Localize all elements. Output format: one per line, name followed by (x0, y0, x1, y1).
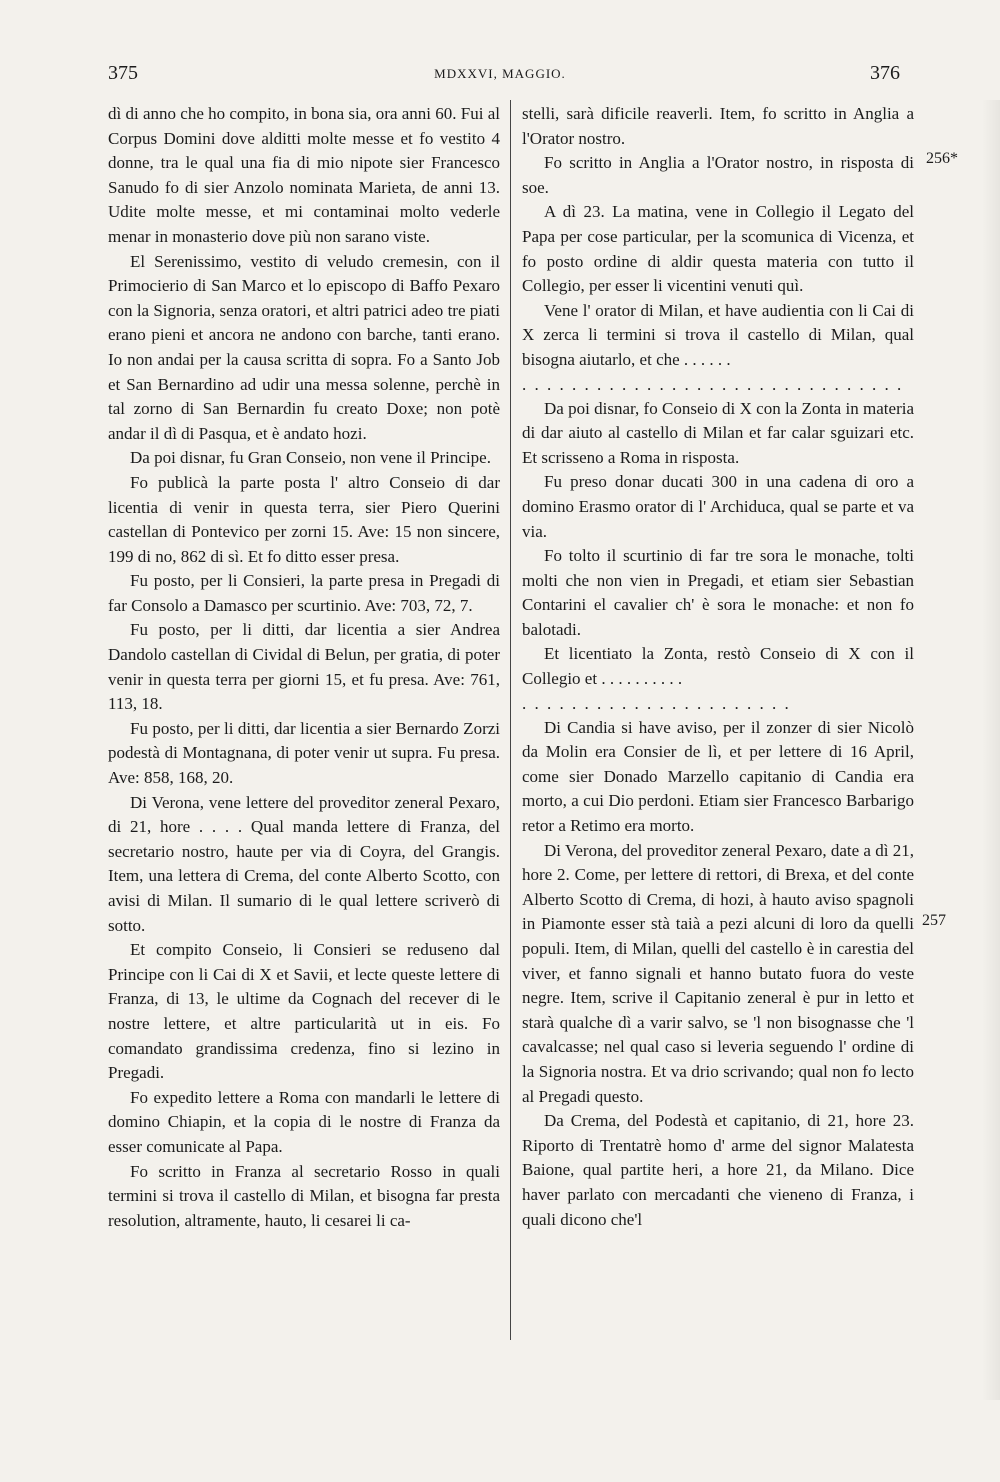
paragraph: Fo scritto in Franza al secretario Rosso in quali termini si trova il castello di Milan, et bisogna far presta resolution, altramente, hauto, li cesarei li ca- (108, 1161, 500, 1230)
left-column (108, 102, 500, 1233)
ellipsis-line: . . . . . . . . . . . . . . . . . . . . . . . . . . . . . . . (522, 374, 904, 394)
paragraph: Fu preso donar ducati 300 in una cadena di oro a domino Erasmo orator di l' Archiduca, qual se parte et va via. (522, 472, 914, 541)
paragraph: Et compito Conseio, li Consieri se reduseno dal Principe con li Cai di X et Savii, et lecte queste lettere di Franza, di 13, le ultime da Cognach del recever di le nostre lettere, et altre particularità ut in eis. Fo comandato grandissima credenza, fino si lezino in Pregadi. (108, 940, 500, 1083)
paragraph: Fu posto, per li ditti, dar licentia a sier Bernardo Zorzi podestà di Montagnana, di poter venir ut supra. Fu presa. Ave: 858, 168, 20. (108, 718, 500, 788)
page-number-right: 376 (870, 62, 900, 84)
paragraph: Di Candia si have aviso, per il zonzer di sier Nicolò da Molin era Consier de lì, et per lettere di 16 April, come sier Donado Marzello capitanio di Candia era morto, a cui Dio perdoni. Etiam sier Francesco Barbarigo retor a Retimo era morto. (522, 717, 914, 836)
paragraph: Fo scritto in Anglia a l'Orator nostro, in risposta di soe. (522, 153, 914, 197)
margin-note: 256* (926, 150, 958, 167)
paragraph: Da poi disnar, fo Conseio di X con la Zonta in materia di dar aiuto al castello di Milan et far calar sguizari etc. Et scrisseno a Roma in risposta. (522, 398, 914, 467)
paragraph: El Serenissimo, vestito di veludo cremesin, con il Primocierio di San Marco et lo episcopo di Baffo Pexaro con la Signoria, senza oratori, et altri patrici adeo tre piati erano pieni et ancora ne andono con barche, tanti erano. Io non andai per la causa scritta di sopra. Fo a Santo Job et San Bernardino ad udir una messa solenne, perchè in tal zorno di San Bernardin fu creato Doxe; non potè andar il dì di Pasqua, et è andato hozi. (108, 251, 500, 443)
paragraph: Vene l' orator di Milan, et have audientia con li Cai di X zerca li termini si trova il castello di Milan, qual bisogna aiutarlo, et che . . . . . . (522, 300, 914, 369)
paragraph: Da Crema, del Podestà et capitanio, di 21, hore 23. Riporto di Trentatrè homo d' arme del signor Malatesta Baione, qual partite heri, a hore 21, da Milano. Dice haver parlato con mercadanti che vieneno di Franza, i quali dicono che'l (522, 1111, 914, 1229)
paragraph: Fo tolto il scurtinio di far tre sora le monache, tolti molti che non vien in Pregadi, et etiam sier Sebastian Contarini el cavalier ch' è sora le monache: et non fo balotadi. (522, 546, 914, 639)
paragraph: dì di anno che ho compito, in bona sia, ora anni 60. Fui al Corpus Domini dove alditti molte messe et fo vestito 4 donne, tra le qual una fia di mio nipote sier Francesco Sanudo fo di sier Anzolo nominata Marieta, de anni 13. Udite molte messe, et mi contaminai molto vederle menar in monasterio dove più non sarano viste. (108, 104, 500, 246)
paragraph: Fu posto, per li ditti, dar licentia a sier Andrea Dandolo castellan di Cividal di Belun, per gratia, di poter venir in questa terra per giorni 15, et fu presa. Ave: 761, 113, 18. (108, 620, 500, 714)
right-column (522, 102, 914, 1232)
paragraph: Fo expedito lettere a Roma con mandarli le lettere di domino Chiapin, et la copia di le nostre di Franza da esser comunicate al Papa. (108, 1087, 500, 1156)
paragraph: Et licentiato la Zonta, restò Conseio di X con il Collegio et . . . . . . . . . . (522, 644, 914, 689)
page-number-left: 375 (108, 62, 138, 84)
running-title: MDXXVI, MAGGIO. (434, 66, 566, 81)
paragraph: Fo publicà la parte posta l' altro Conseio di dar licentia di venir in questa terra, sier Piero Querini castellan di Pontevico per zorni 15. Ave: 15 non sincere, 199 di no, 862 di sì. Et fo ditto esser presa. (108, 472, 500, 566)
paragraph: A dì 23. La matina, vene in Collegio il Legato del Papa per cose particular, per la scomunica di Vicenza, et fo posto ordine di aldir questa materia con tutto il Collegio, per esser li vicentini venuti quì. (522, 202, 914, 296)
paragraph: Di Verona, vene lettere del proveditor zeneral Pexaro, di 21, hore . . . . Qual manda lettere di Franza, del secretario nostro, haute per via di Coyra, del Grangis. Item, una lettera di Crema, del conte Alberto Scotto, con avisi di Milan. Il sumario di le qual lettere scriverò di sotto. (108, 792, 500, 935)
column-divider (510, 100, 511, 1340)
margin-note: 257 (922, 912, 946, 929)
paragraph: stelli, sarà dificile reaverli. Item, fo scritto in Anglia a l'Orator nostro. (522, 104, 914, 148)
paragraph: Da poi disnar, fu Gran Conseio, non vene il Principe. (130, 448, 491, 468)
paragraph: Fu posto, per li Consieri, la parte presa in Pregadi di far Consolo a Damasco per scurtinio. Ave: 703, 72, 7. (108, 571, 500, 615)
paragraph: Di Verona, del proveditor zeneral Pexaro, date a dì 21, hore 2. Come, per lettere di rettori, di Brexa, et del conte Alberto Scotto di Crema, di hozi, à hauto aviso spagnoli in Piamonte esser stà taià a pezi alcuni di loro da quelli populi. Item, di Milan, quelli del castello è in carestia del viver, et fanno signali et hanno butato fuora do veste negre. Item, scrive il Capitanio zeneral è pur in letto et starà qualche dì a varir salvo, se 'l non bisognasse che 'l cavalcasse; nel qual caso si leveria seguendo l' ordine di la Signoria nostra. Et va drio scrivando; qual non fo lecto al Pregadi questo. (522, 840, 914, 1106)
page-edge-shadow (982, 100, 1000, 1400)
ellipsis-line: . . . . . . . . . . . . . . . . . . . . . . (522, 693, 791, 713)
